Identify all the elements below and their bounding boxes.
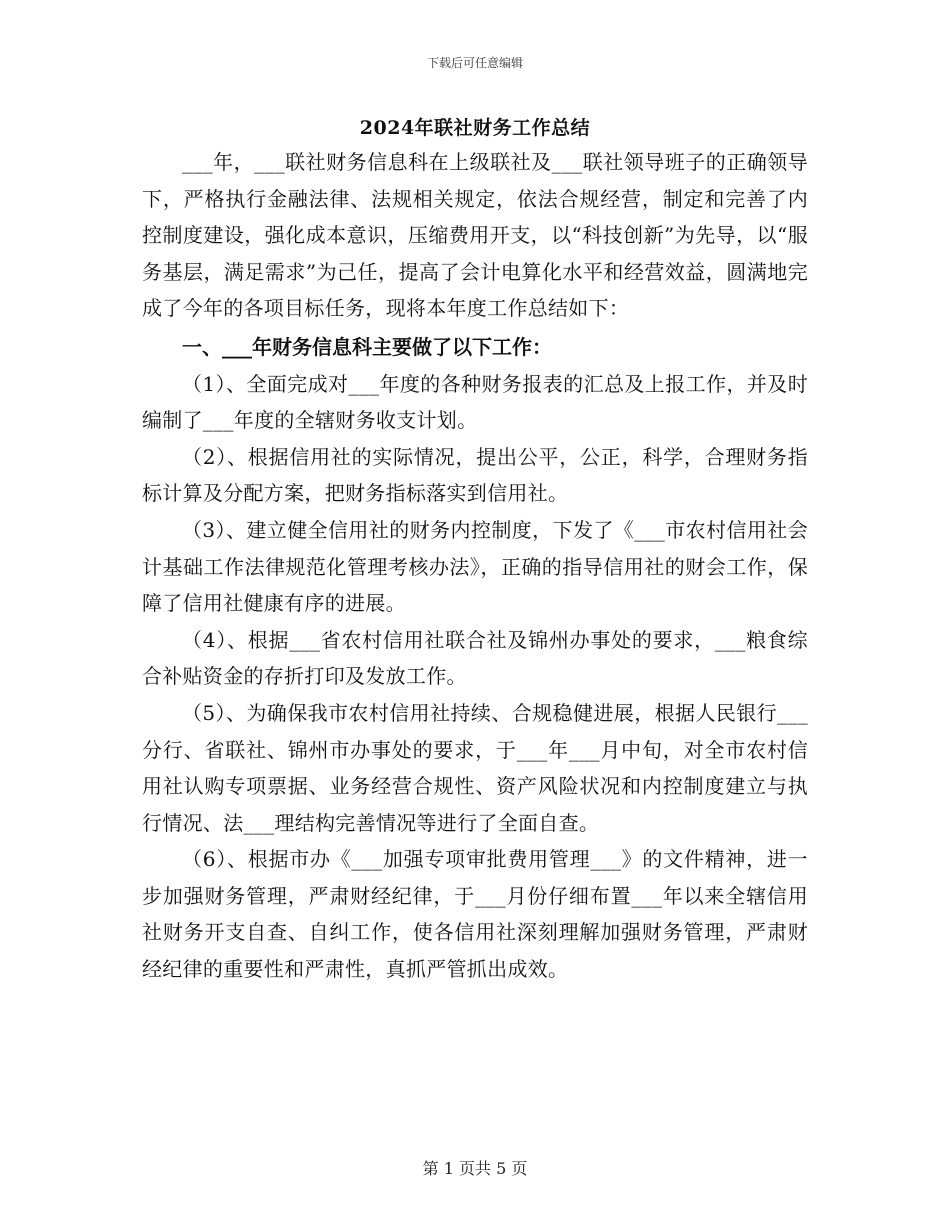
work-item-3: （3）、建立健全信用社的财务内控制度，下发了《___市农村信用社会计基础工作法律规范化管理考核办法》，正确的指导信用社的财会工作，保障了信用社健康有序的进展。 [142, 517, 808, 616]
document-body [142, 112, 808, 988]
section-heading-1: 一、___年财务信息科主要做了以下工作： [182, 334, 552, 359]
work-item-1: （1）、全面完成对___年度的各种财务报表的汇总及上报工作，并及时编制了___年度的全辖财务收支计划。 [142, 371, 808, 433]
intro-paragraph: ___年，___联社财务信息科在上级联社及___联社领导班子的正确领导下，严格执行金融法律、法规相关规定，依法合规经营，制定和完善了内控制度建设，强化成本意识，压缩费用开支，以“科技创新”为先导，以“服务基层，满足需求”为己任，提高了会计电算化水平和经营效益，圆满地完成了今年的各项目标任务，现将本年度工作总结如下： [142, 150, 808, 321]
work-item-4: （4）、根据___省农村信用社联合社及锦州办事处的要求，___粮食综合补贴资金的存折打印及发放工作。 [142, 627, 808, 689]
work-item-5: （5）、为确保我市农村信用社持续、合规稳健进展，根据人民银行___分行、省联社、锦州市办事处的要求，于___年___月中旬，对全市农村信用社认购专项票据、业务经营合规性、资产风险状况和内控制度建立与执行情况、法___理结构完善情况等进行了全面自查。 [142, 700, 808, 835]
header-note: 下载后可任意编辑 [426, 56, 523, 70]
page-footer: 第 1 页共 5 页 [422, 1159, 528, 1178]
document-title: 2024年联社财务工作总结 [359, 117, 591, 139]
work-item-6: （6）、根据市办《___加强专项审批费用管理___》的文件精神，进一步加强财务管理，严肃财经纪律，于___月份仔细布置___年以来全辖信用社财务开支自查、自纠工作，使各信用社深刻理解加强财务管理，严肃财经纪律的重要性和严肃性，真抓严管抓出成效。 [142, 847, 808, 982]
work-item-2: （2）、根据信用社的实际情况，提出公平，公正，科学，合理财务指标计算及分配方案，把财务指标落实到信用社。 [142, 444, 808, 506]
